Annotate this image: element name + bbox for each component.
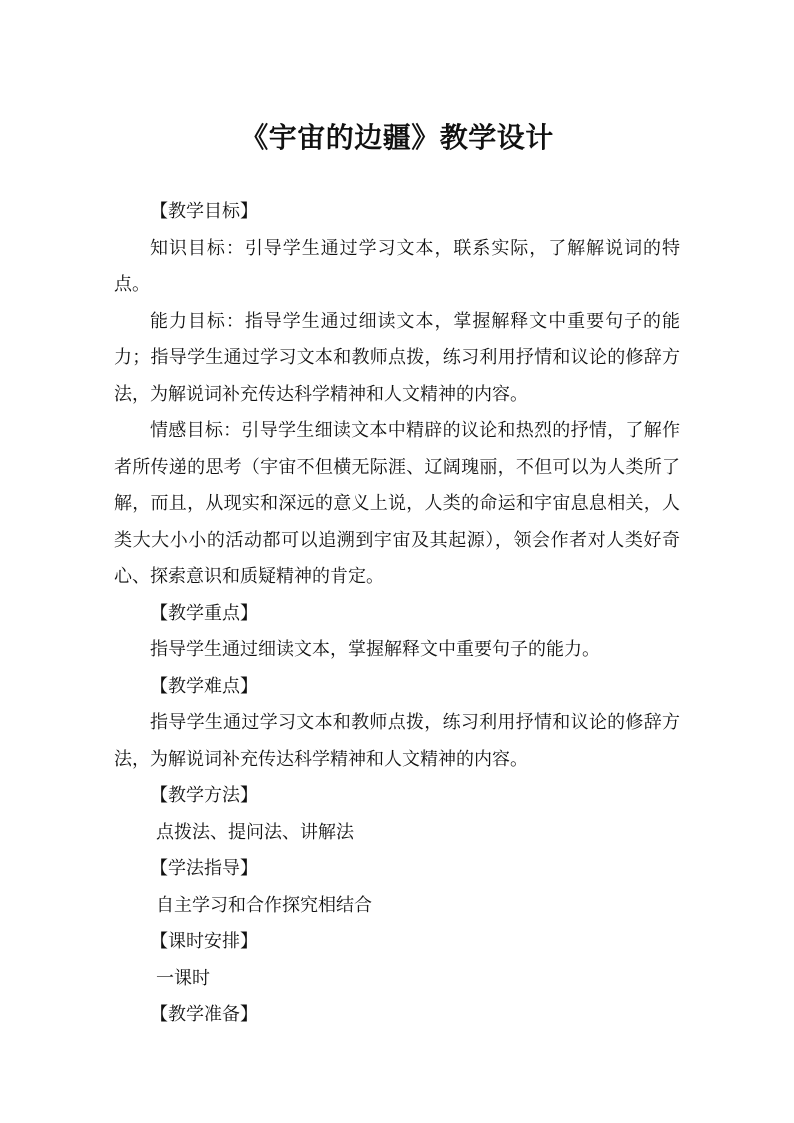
emotion-goal-paragraph: 情感目标：引导学生细读文本中精辟的议论和热烈的抒情，了解作者所传递的思考（宇宙不但横无际涯、辽阔瑰丽，不但可以为人类所了解，而且，从现实和深远的意义上说，人类的命运和宇宙息息相关，人类大大小小的活动都可以追溯到宇宙及其起源），领会作者对人类好奇心、探索意识和质疑精神的肯定。 bbox=[114, 420, 680, 587]
teaching-focus-paragraph: 指导学生通过细读文本，掌握解释文中重要句子的能力。 bbox=[150, 639, 600, 660]
teaching-methods-paragraph: 点拨法、提问法、讲解法 bbox=[156, 821, 354, 843]
ability-goal-paragraph: 能力目标：指导学生通过细读文本，掌握解释文中重要句子的能力；指导学生通过学习文本和教师点拨，练习利用抒情和议论的修辞方法，为解说词补充传达科学精神和人文精神的内容。 bbox=[114, 310, 680, 405]
teaching-difficulty-paragraph: 指导学生通过学习文本和教师点拨，练习利用抒情和议论的修辞方法，为解说词补充传达科学精神和人文精神的内容。 bbox=[114, 712, 680, 770]
document-title: 《宇宙的边疆》教学设计 bbox=[240, 121, 554, 154]
class-arrangement-paragraph: 一课时 bbox=[156, 967, 210, 989]
section-heading-teaching-preparation: 【教学准备】 bbox=[150, 1004, 258, 1025]
section-heading-teaching-goals: 【教学目标】 bbox=[150, 201, 258, 222]
document-page bbox=[114, 112, 680, 1034]
section-heading-learning-guidance: 【学法指导】 bbox=[150, 858, 258, 879]
section-heading-class-arrangement: 【课时安排】 bbox=[150, 931, 258, 952]
document-content bbox=[114, 194, 680, 1034]
knowledge-goal-paragraph: 知识目标：引导学生通过学习文本，联系实际，了解解说词的特点。 bbox=[114, 237, 680, 295]
section-heading-teaching-difficulty: 【教学难点】 bbox=[150, 675, 258, 697]
section-heading-teaching-methods: 【教学方法】 bbox=[150, 785, 258, 806]
section-heading-teaching-focus: 【教学重点】 bbox=[150, 602, 258, 624]
learning-guidance-paragraph: 自主学习和合作探究相结合 bbox=[156, 894, 372, 916]
